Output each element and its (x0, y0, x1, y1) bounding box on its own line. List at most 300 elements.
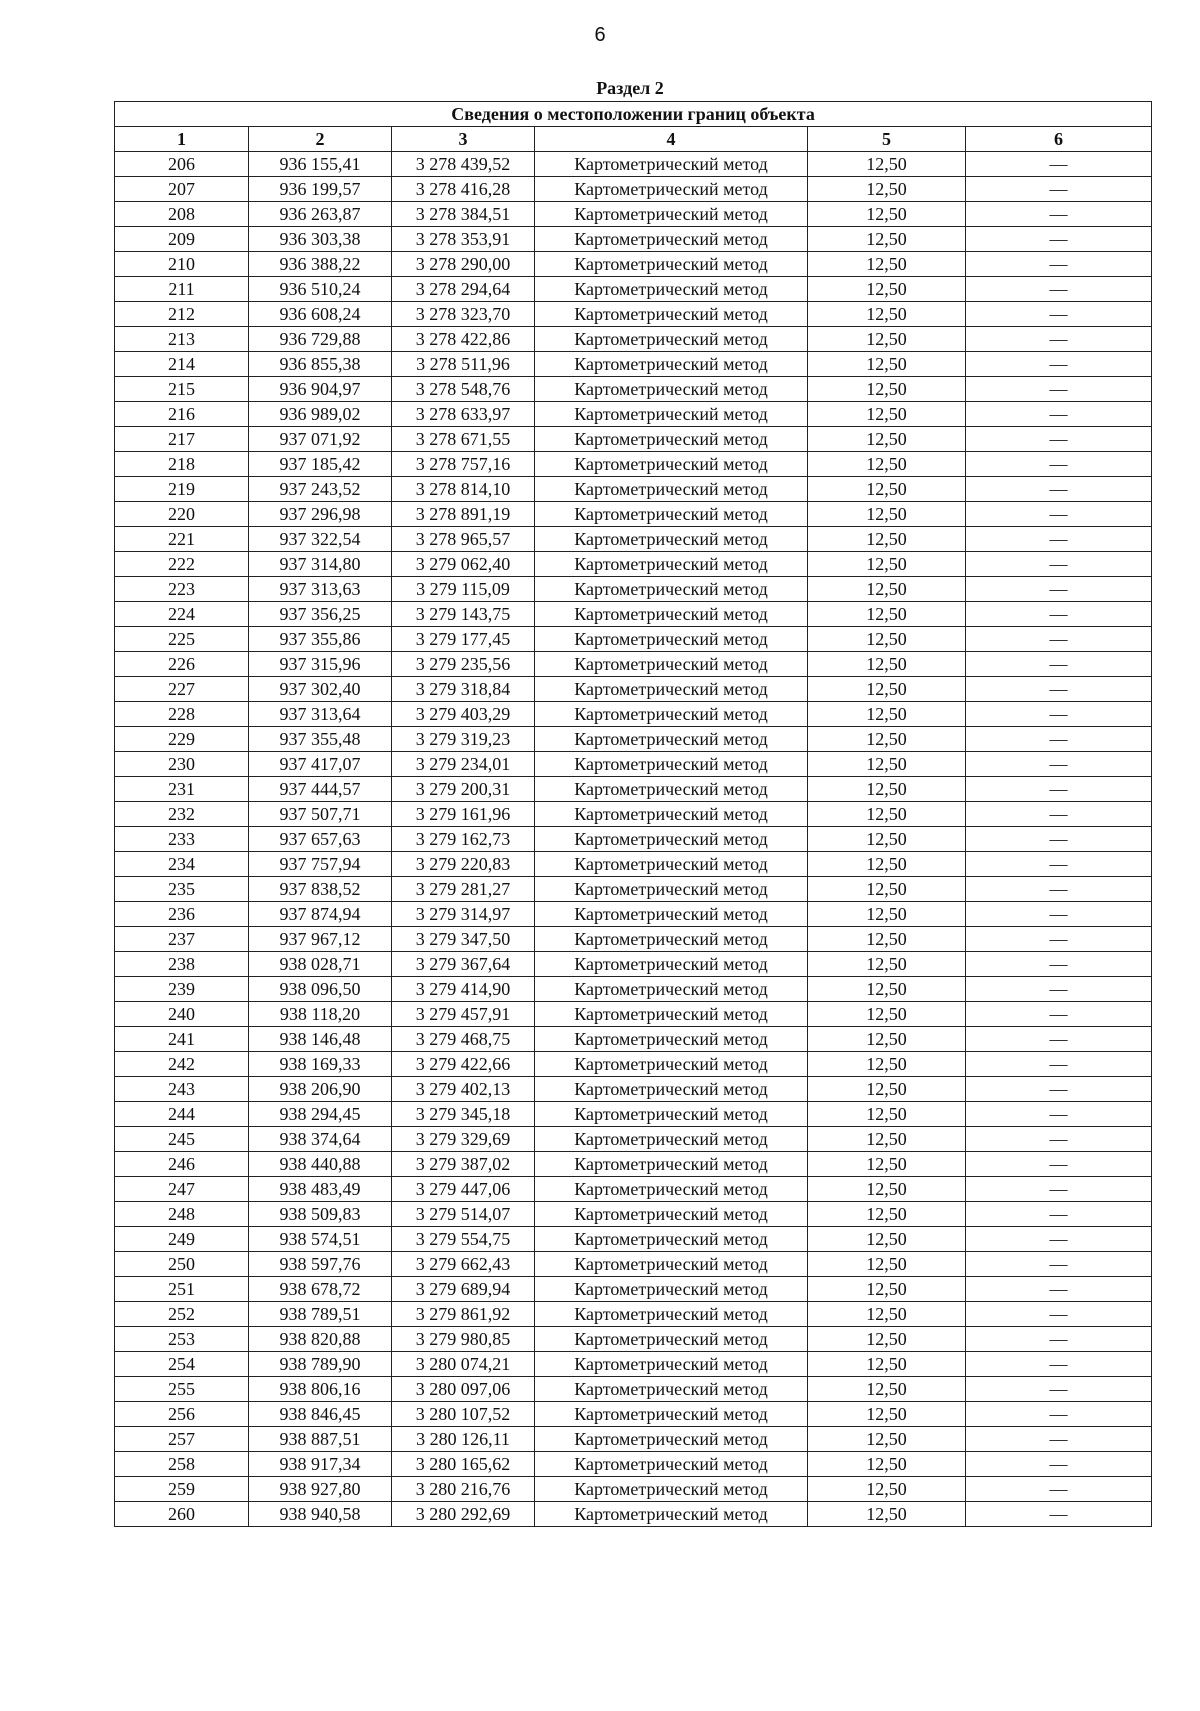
method-cell: Картометрический метод (535, 1427, 808, 1452)
point-number-cell: 254 (115, 1352, 249, 1377)
point-number-cell: 211 (115, 277, 249, 302)
method-cell: Картометрический метод (535, 552, 808, 577)
table-body (115, 152, 1152, 1527)
x-coordinate-cell: 937 315,96 (249, 652, 392, 677)
point-number-cell: 245 (115, 1127, 249, 1152)
accuracy-cell: 12,50 (808, 852, 966, 877)
column-header-row (115, 127, 1152, 152)
y-coordinate-cell: 3 279 143,75 (392, 602, 535, 627)
table-caption: Сведения о местоположении границ объекта (115, 102, 1152, 127)
point-number-cell: 248 (115, 1202, 249, 1227)
x-coordinate-cell: 936 303,38 (249, 227, 392, 252)
method-cell: Картометрический метод (535, 452, 808, 477)
accuracy-cell: 12,50 (808, 1377, 966, 1402)
method-cell: Картометрический метод (535, 677, 808, 702)
y-coordinate-cell: 3 279 345,18 (392, 1102, 535, 1127)
accuracy-cell: 12,50 (808, 1027, 966, 1052)
accuracy-cell: 12,50 (808, 1502, 966, 1527)
table-row (115, 1202, 1152, 1227)
table-row (115, 1402, 1152, 1427)
table-row (115, 827, 1152, 852)
table-row (115, 502, 1152, 527)
table-row (115, 1027, 1152, 1052)
method-cell: Картометрический метод (535, 877, 808, 902)
point-number-cell: 221 (115, 527, 249, 552)
table-row (115, 402, 1152, 427)
point-number-cell: 259 (115, 1477, 249, 1502)
point-number-cell: 236 (115, 902, 249, 927)
y-coordinate-cell: 3 279 318,84 (392, 677, 535, 702)
method-cell: Картометрический метод (535, 177, 808, 202)
x-coordinate-cell: 937 657,63 (249, 827, 392, 852)
point-number-cell: 222 (115, 552, 249, 577)
method-cell: Картометрический метод (535, 527, 808, 552)
x-coordinate-cell: 936 608,24 (249, 302, 392, 327)
description-cell: — (966, 402, 1152, 427)
method-cell: Картометрический метод (535, 377, 808, 402)
table-row (115, 1452, 1152, 1477)
point-number-cell: 224 (115, 602, 249, 627)
description-cell: — (966, 952, 1152, 977)
point-number-cell: 208 (115, 202, 249, 227)
table-row (115, 1502, 1152, 1527)
accuracy-cell: 12,50 (808, 602, 966, 627)
method-cell: Картометрический метод (535, 502, 808, 527)
x-coordinate-cell: 937 874,94 (249, 902, 392, 927)
method-cell: Картометрический метод (535, 1402, 808, 1427)
x-coordinate-cell: 937 444,57 (249, 777, 392, 802)
accuracy-cell: 12,50 (808, 877, 966, 902)
point-number-cell: 213 (115, 327, 249, 352)
table-row (115, 1427, 1152, 1452)
method-cell: Картометрический метод (535, 477, 808, 502)
method-cell: Картометрический метод (535, 1477, 808, 1502)
y-coordinate-cell: 3 278 290,00 (392, 252, 535, 277)
table-row (115, 652, 1152, 677)
x-coordinate-cell: 937 417,07 (249, 752, 392, 777)
accuracy-cell: 12,50 (808, 1102, 966, 1127)
table-row (115, 1052, 1152, 1077)
table-row (115, 227, 1152, 252)
y-coordinate-cell: 3 278 891,19 (392, 502, 535, 527)
table-row (115, 277, 1152, 302)
method-cell: Картометрический метод (535, 927, 808, 952)
y-coordinate-cell: 3 279 554,75 (392, 1227, 535, 1252)
description-cell: — (966, 752, 1152, 777)
accuracy-cell: 12,50 (808, 427, 966, 452)
x-coordinate-cell: 938 927,80 (249, 1477, 392, 1502)
y-coordinate-cell: 3 280 074,21 (392, 1352, 535, 1377)
description-cell: — (966, 227, 1152, 252)
accuracy-cell: 12,50 (808, 1302, 966, 1327)
y-coordinate-cell: 3 279 062,40 (392, 552, 535, 577)
y-coordinate-cell: 3 279 457,91 (392, 1002, 535, 1027)
point-number-cell: 243 (115, 1077, 249, 1102)
method-cell: Картометрический метод (535, 702, 808, 727)
table-row (115, 552, 1152, 577)
y-coordinate-cell: 3 280 107,52 (392, 1402, 535, 1427)
point-number-cell: 226 (115, 652, 249, 677)
method-cell: Картометрический метод (535, 202, 808, 227)
method-cell: Картометрический метод (535, 1052, 808, 1077)
table-row (115, 1352, 1152, 1377)
table-row (115, 927, 1152, 952)
accuracy-cell: 12,50 (808, 827, 966, 852)
table-row (115, 427, 1152, 452)
y-coordinate-cell: 3 280 126,11 (392, 1427, 535, 1452)
accuracy-cell: 12,50 (808, 577, 966, 602)
description-cell: — (966, 477, 1152, 502)
y-coordinate-cell: 3 278 384,51 (392, 202, 535, 227)
y-coordinate-cell: 3 278 965,57 (392, 527, 535, 552)
x-coordinate-cell: 937 243,52 (249, 477, 392, 502)
description-cell: — (966, 1202, 1152, 1227)
description-cell: — (966, 1177, 1152, 1202)
accuracy-cell: 12,50 (808, 677, 966, 702)
table-caption-row (115, 102, 1152, 127)
description-cell: — (966, 1002, 1152, 1027)
accuracy-cell: 12,50 (808, 1077, 966, 1102)
method-cell: Картометрический метод (535, 1077, 808, 1102)
x-coordinate-cell: 936 904,97 (249, 377, 392, 402)
y-coordinate-cell: 3 279 347,50 (392, 927, 535, 952)
y-coordinate-cell: 3 279 220,83 (392, 852, 535, 877)
method-cell: Картометрический метод (535, 1352, 808, 1377)
point-number-cell: 229 (115, 727, 249, 752)
method-cell: Картометрический метод (535, 1127, 808, 1152)
x-coordinate-cell: 938 846,45 (249, 1402, 392, 1427)
point-number-cell: 240 (115, 1002, 249, 1027)
y-coordinate-cell: 3 279 177,45 (392, 627, 535, 652)
method-cell: Картометрический метод (535, 627, 808, 652)
method-cell: Картометрический метод (535, 327, 808, 352)
method-cell: Картометрический метод (535, 1277, 808, 1302)
y-coordinate-cell: 3 278 757,16 (392, 452, 535, 477)
page-number: 6 (594, 24, 606, 46)
point-number-cell: 218 (115, 452, 249, 477)
accuracy-cell: 12,50 (808, 1277, 966, 1302)
x-coordinate-cell: 936 729,88 (249, 327, 392, 352)
point-number-cell: 237 (115, 927, 249, 952)
table-row (115, 377, 1152, 402)
description-cell: — (966, 1052, 1152, 1077)
x-coordinate-cell: 938 806,16 (249, 1377, 392, 1402)
point-number-cell: 255 (115, 1377, 249, 1402)
point-number-cell: 239 (115, 977, 249, 1002)
point-number-cell: 206 (115, 152, 249, 177)
y-coordinate-cell: 3 279 468,75 (392, 1027, 535, 1052)
table-row (115, 1102, 1152, 1127)
table-row (115, 1227, 1152, 1252)
description-cell: — (966, 1302, 1152, 1327)
method-cell: Картометрический метод (535, 602, 808, 627)
method-cell: Картометрический метод (535, 277, 808, 302)
y-coordinate-cell: 3 278 511,96 (392, 352, 535, 377)
point-number-cell: 220 (115, 502, 249, 527)
y-coordinate-cell: 3 280 165,62 (392, 1452, 535, 1477)
table-row (115, 977, 1152, 1002)
accuracy-cell: 12,50 (808, 802, 966, 827)
x-coordinate-cell: 937 967,12 (249, 927, 392, 952)
point-number-cell: 228 (115, 702, 249, 727)
accuracy-cell: 12,50 (808, 227, 966, 252)
description-cell: — (966, 1352, 1152, 1377)
method-cell: Картометрический метод (535, 652, 808, 677)
accuracy-cell: 12,50 (808, 902, 966, 927)
description-cell: — (966, 1102, 1152, 1127)
y-coordinate-cell: 3 279 234,01 (392, 752, 535, 777)
table-row (115, 1177, 1152, 1202)
accuracy-cell: 12,50 (808, 452, 966, 477)
table-row (115, 1152, 1152, 1177)
description-cell: — (966, 927, 1152, 952)
x-coordinate-cell: 936 989,02 (249, 402, 392, 427)
accuracy-cell: 12,50 (808, 1052, 966, 1077)
point-number-cell: 258 (115, 1452, 249, 1477)
method-cell: Картометрический метод (535, 802, 808, 827)
table-row (115, 177, 1152, 202)
description-cell: — (966, 1277, 1152, 1302)
y-coordinate-cell: 3 279 402,13 (392, 1077, 535, 1102)
accuracy-cell: 12,50 (808, 252, 966, 277)
point-number-cell: 209 (115, 227, 249, 252)
point-number-cell: 234 (115, 852, 249, 877)
accuracy-cell: 12,50 (808, 1127, 966, 1152)
description-cell: — (966, 277, 1152, 302)
point-number-cell: 232 (115, 802, 249, 827)
x-coordinate-cell: 937 507,71 (249, 802, 392, 827)
description-cell: — (966, 302, 1152, 327)
x-coordinate-cell: 937 313,64 (249, 702, 392, 727)
description-cell: — (966, 377, 1152, 402)
method-cell: Картометрический метод (535, 1327, 808, 1352)
y-coordinate-cell: 3 278 294,64 (392, 277, 535, 302)
table-row (115, 477, 1152, 502)
description-cell: — (966, 702, 1152, 727)
description-cell: — (966, 327, 1152, 352)
point-number-cell: 214 (115, 352, 249, 377)
accuracy-cell: 12,50 (808, 627, 966, 652)
y-coordinate-cell: 3 279 514,07 (392, 1202, 535, 1227)
method-cell: Картометрический метод (535, 1152, 808, 1177)
description-cell: — (966, 802, 1152, 827)
y-coordinate-cell: 3 278 814,10 (392, 477, 535, 502)
accuracy-cell: 12,50 (808, 752, 966, 777)
x-coordinate-cell: 937 355,48 (249, 727, 392, 752)
description-cell: — (966, 202, 1152, 227)
description-cell: — (966, 352, 1152, 377)
description-cell: — (966, 677, 1152, 702)
x-coordinate-cell: 938 096,50 (249, 977, 392, 1002)
y-coordinate-cell: 3 280 097,06 (392, 1377, 535, 1402)
y-coordinate-cell: 3 280 292,69 (392, 1502, 535, 1527)
accuracy-cell: 12,50 (808, 652, 966, 677)
point-number-cell: 210 (115, 252, 249, 277)
point-number-cell: 233 (115, 827, 249, 852)
accuracy-cell: 12,50 (808, 1427, 966, 1452)
method-cell: Картометрический метод (535, 1302, 808, 1327)
table-row (115, 527, 1152, 552)
x-coordinate-cell: 937 071,92 (249, 427, 392, 452)
accuracy-cell: 12,50 (808, 927, 966, 952)
point-number-cell: 246 (115, 1152, 249, 1177)
method-cell: Картометрический метод (535, 1202, 808, 1227)
method-cell: Картометрический метод (535, 352, 808, 377)
point-number-cell: 216 (115, 402, 249, 427)
method-cell: Картометрический метод (535, 1252, 808, 1277)
table-row (115, 952, 1152, 977)
table-row (115, 1477, 1152, 1502)
method-cell: Картометрический метод (535, 152, 808, 177)
table-row (115, 602, 1152, 627)
accuracy-cell: 12,50 (808, 477, 966, 502)
accuracy-cell: 12,50 (808, 152, 966, 177)
description-cell: — (966, 1502, 1152, 1527)
y-coordinate-cell: 3 278 416,28 (392, 177, 535, 202)
x-coordinate-cell: 938 789,51 (249, 1302, 392, 1327)
accuracy-cell: 12,50 (808, 1402, 966, 1427)
table-row (115, 852, 1152, 877)
table-row (115, 802, 1152, 827)
table-row (115, 202, 1152, 227)
accuracy-cell: 12,50 (808, 202, 966, 227)
x-coordinate-cell: 937 302,40 (249, 677, 392, 702)
table-row (115, 1277, 1152, 1302)
description-cell: — (966, 252, 1152, 277)
point-number-cell: 238 (115, 952, 249, 977)
accuracy-cell: 12,50 (808, 377, 966, 402)
x-coordinate-cell: 937 838,52 (249, 877, 392, 902)
y-coordinate-cell: 3 279 861,92 (392, 1302, 535, 1327)
point-number-cell: 242 (115, 1052, 249, 1077)
y-coordinate-cell: 3 279 162,73 (392, 827, 535, 852)
accuracy-cell: 12,50 (808, 1202, 966, 1227)
x-coordinate-cell: 936 388,22 (249, 252, 392, 277)
x-coordinate-cell: 936 155,41 (249, 152, 392, 177)
point-number-cell: 225 (115, 627, 249, 652)
description-cell: — (966, 1077, 1152, 1102)
x-coordinate-cell: 938 028,71 (249, 952, 392, 977)
x-coordinate-cell: 938 917,34 (249, 1452, 392, 1477)
description-cell: — (966, 1252, 1152, 1277)
x-coordinate-cell: 936 199,57 (249, 177, 392, 202)
table-row (115, 577, 1152, 602)
method-cell: Картометрический метод (535, 427, 808, 452)
x-coordinate-cell: 938 678,72 (249, 1277, 392, 1302)
x-coordinate-cell: 938 374,64 (249, 1127, 392, 1152)
y-coordinate-cell: 3 278 633,97 (392, 402, 535, 427)
method-cell: Картометрический метод (535, 1027, 808, 1052)
point-number-cell: 212 (115, 302, 249, 327)
method-cell: Картометрический метод (535, 227, 808, 252)
method-cell: Картометрический метод (535, 1177, 808, 1202)
x-coordinate-cell: 937 322,54 (249, 527, 392, 552)
point-number-cell: 252 (115, 1302, 249, 1327)
method-cell: Картометрический метод (535, 402, 808, 427)
x-coordinate-cell: 938 789,90 (249, 1352, 392, 1377)
table-row (115, 452, 1152, 477)
y-coordinate-cell: 3 279 662,43 (392, 1252, 535, 1277)
description-cell: — (966, 527, 1152, 552)
accuracy-cell: 12,50 (808, 177, 966, 202)
accuracy-cell: 12,50 (808, 327, 966, 352)
y-coordinate-cell: 3 279 447,06 (392, 1177, 535, 1202)
table-row (115, 1327, 1152, 1352)
description-cell: — (966, 902, 1152, 927)
boundary-coordinates-table (114, 101, 1152, 1527)
point-number-cell: 247 (115, 1177, 249, 1202)
table-row (115, 302, 1152, 327)
y-coordinate-cell: 3 279 115,09 (392, 577, 535, 602)
table-row (115, 877, 1152, 902)
method-cell: Картометрический метод (535, 952, 808, 977)
y-coordinate-cell: 3 279 314,97 (392, 902, 535, 927)
accuracy-cell: 12,50 (808, 1252, 966, 1277)
method-cell: Картометрический метод (535, 727, 808, 752)
accuracy-cell: 12,50 (808, 502, 966, 527)
description-cell: — (966, 652, 1152, 677)
method-cell: Картометрический метод (535, 752, 808, 777)
description-cell: — (966, 1477, 1152, 1502)
description-cell: — (966, 1152, 1152, 1177)
point-number-cell: 253 (115, 1327, 249, 1352)
x-coordinate-cell: 936 263,87 (249, 202, 392, 227)
point-number-cell: 241 (115, 1027, 249, 1052)
y-coordinate-cell: 3 279 367,64 (392, 952, 535, 977)
table-row (115, 702, 1152, 727)
accuracy-cell: 12,50 (808, 277, 966, 302)
table-row (115, 352, 1152, 377)
x-coordinate-cell: 936 855,38 (249, 352, 392, 377)
y-coordinate-cell: 3 279 980,85 (392, 1327, 535, 1352)
y-coordinate-cell: 3 279 319,23 (392, 727, 535, 752)
method-cell: Картометрический метод (535, 1377, 808, 1402)
description-cell: — (966, 827, 1152, 852)
x-coordinate-cell: 938 820,88 (249, 1327, 392, 1352)
column-header: 3 (392, 127, 535, 152)
column-header: 5 (808, 127, 966, 152)
y-coordinate-cell: 3 279 422,66 (392, 1052, 535, 1077)
x-coordinate-cell: 938 940,58 (249, 1502, 392, 1527)
table-row (115, 752, 1152, 777)
x-coordinate-cell: 938 169,33 (249, 1052, 392, 1077)
table-row (115, 902, 1152, 927)
column-header: 6 (966, 127, 1152, 152)
description-cell: — (966, 1327, 1152, 1352)
point-number-cell: 250 (115, 1252, 249, 1277)
description-cell: — (966, 552, 1152, 577)
y-coordinate-cell: 3 280 216,76 (392, 1477, 535, 1502)
accuracy-cell: 12,50 (808, 552, 966, 577)
description-cell: — (966, 852, 1152, 877)
method-cell: Картометрический метод (535, 852, 808, 877)
method-cell: Картометрический метод (535, 252, 808, 277)
y-coordinate-cell: 3 279 161,96 (392, 802, 535, 827)
table-row (115, 777, 1152, 802)
y-coordinate-cell: 3 279 200,31 (392, 777, 535, 802)
description-cell: — (966, 1027, 1152, 1052)
accuracy-cell: 12,50 (808, 727, 966, 752)
x-coordinate-cell: 937 757,94 (249, 852, 392, 877)
y-coordinate-cell: 3 279 414,90 (392, 977, 535, 1002)
point-number-cell: 207 (115, 177, 249, 202)
x-coordinate-cell: 938 294,45 (249, 1102, 392, 1127)
y-coordinate-cell: 3 279 689,94 (392, 1277, 535, 1302)
y-coordinate-cell: 3 278 439,52 (392, 152, 535, 177)
point-number-cell: 231 (115, 777, 249, 802)
point-number-cell: 251 (115, 1277, 249, 1302)
accuracy-cell: 12,50 (808, 1002, 966, 1027)
